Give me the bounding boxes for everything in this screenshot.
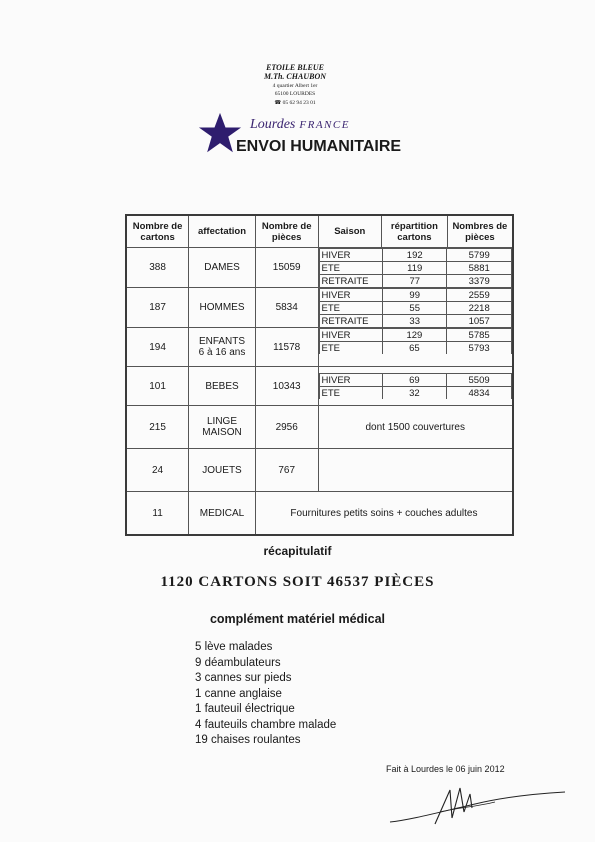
- recap-title: récapitulatif: [263, 544, 332, 558]
- header-cell: Nombre de pièces: [255, 215, 318, 248]
- season-cell: ETE: [319, 302, 383, 315]
- table-row: [126, 367, 513, 406]
- season-cell: HIVER: [319, 374, 382, 387]
- split-cell: 99: [383, 289, 447, 302]
- count-cell: 1057: [447, 315, 512, 328]
- city: 65100 LOURDES: [274, 91, 316, 97]
- table-header-row: [126, 215, 513, 248]
- note-cell: Fournitures petits soins + couches adultes: [255, 492, 513, 536]
- medical-list: [195, 640, 336, 749]
- list-item: 5 lève malades: [195, 641, 273, 653]
- split-cell: 192: [383, 249, 447, 262]
- phone: ☎ 05 62 94 23 01: [274, 100, 316, 106]
- org-name: ETOILE BLEUE: [266, 63, 324, 72]
- header-cell: affectation: [189, 215, 256, 248]
- signature: [380, 782, 570, 827]
- count-cell: 5799: [447, 249, 512, 262]
- affectation-cell: MEDICAL: [189, 492, 256, 536]
- list-item: 19 chaises roulantes: [195, 734, 301, 746]
- table-row: [126, 406, 513, 449]
- split-cell: 69: [382, 374, 447, 387]
- season-cell: RETRAITE: [319, 315, 383, 328]
- count-cell: 4834: [447, 387, 512, 400]
- list-item: 9 déambulateurs: [195, 656, 281, 669]
- season-cell: ETE: [319, 262, 383, 275]
- season-cell: ETE: [319, 387, 382, 400]
- affectation-cell: [189, 328, 256, 367]
- split-cell: 129: [382, 329, 447, 342]
- pieces-cell: 15059: [255, 248, 318, 288]
- pieces-cell: 10343: [255, 367, 318, 406]
- person-name: M.Th. CHAUBON: [263, 72, 326, 81]
- cartons-cell: 388: [126, 248, 189, 288]
- handwritten-location: [250, 117, 350, 133]
- count-cell: 2218: [447, 302, 512, 315]
- split-cell: 77: [383, 275, 447, 288]
- note-cell: dont 1500 couvertures: [318, 406, 513, 449]
- table-row: [126, 328, 513, 367]
- cartons-cell: 194: [126, 328, 189, 367]
- split-cell: 65: [382, 342, 447, 355]
- count-cell: 5881: [447, 262, 512, 275]
- table-row: [126, 492, 513, 536]
- affectation-cell: HOMMES: [189, 288, 256, 328]
- cartons-cell: 215: [126, 406, 189, 449]
- cartons-cell: 187: [126, 288, 189, 328]
- cartons-cell: 101: [126, 367, 189, 406]
- affectation-cell: [189, 406, 256, 449]
- address: 4 quartier Albert 1er: [272, 83, 318, 89]
- affectation-cell: JOUETS: [189, 449, 256, 492]
- date-place: Fait à Lourdes le 06 juin 2012: [386, 764, 505, 774]
- count-cell: 5793: [447, 342, 512, 355]
- split-cell: 119: [383, 262, 447, 275]
- header-cell: Nombres de pièces: [447, 215, 513, 248]
- split-cell: 32: [382, 387, 447, 400]
- list-item: 4 fauteuils chambre malade: [195, 718, 337, 731]
- table-row: [126, 248, 513, 288]
- season-cell: HIVER: [319, 329, 382, 342]
- document-title: ENVOI HUMANITAIRE: [236, 138, 402, 155]
- affectation-label: ENFANTS: [198, 336, 246, 347]
- count-cell: 5785: [447, 329, 512, 342]
- table-row: [126, 288, 513, 328]
- season-cell: RETRAITE: [319, 275, 383, 288]
- affectation-cell: BEBES: [189, 367, 256, 406]
- list-item: 1 canne anglaise: [195, 687, 282, 700]
- season-cell: HIVER: [319, 289, 383, 302]
- affectation-cell: DAMES: [189, 248, 256, 288]
- count-cell: 2559: [447, 289, 512, 302]
- cartons-cell: 11: [126, 492, 189, 536]
- header-cell: Nombre de cartons: [126, 215, 189, 248]
- header-cell: répartition cartons: [382, 215, 448, 248]
- split-cell: 55: [383, 302, 447, 315]
- table-row: [126, 449, 513, 492]
- count-cell: 3379: [447, 275, 512, 288]
- affectation-label: LINGE: [207, 416, 238, 427]
- pieces-cell: 2956: [255, 406, 318, 449]
- affectation-sublabel: 6 à 16 ans: [198, 347, 246, 358]
- list-item: 3 cannes sur pieds: [195, 672, 292, 684]
- split-cell: 33: [383, 315, 447, 328]
- medical-title: complément matériel médical: [209, 612, 386, 626]
- pieces-cell: 11578: [255, 328, 318, 367]
- handwritten-city: Lourdes: [250, 117, 296, 132]
- handwritten-country: FRANCE: [299, 119, 350, 131]
- count-cell: 5509: [447, 374, 512, 387]
- season-cell: ETE: [319, 342, 382, 355]
- pieces-cell: 767: [255, 449, 318, 492]
- note-cell: [318, 449, 513, 492]
- pieces-cell: 5834: [255, 288, 318, 328]
- header-cell: Saison: [318, 215, 382, 248]
- season-cell: HIVER: [319, 249, 383, 262]
- shipment-table: [125, 214, 514, 536]
- recap-total: 1120 CARTONS SOIT 46537 PIÈCES: [160, 574, 435, 590]
- list-item: 1 fauteuil électrique: [195, 703, 295, 715]
- cartons-cell: 24: [126, 449, 189, 492]
- affectation-sublabel: MAISON: [202, 427, 242, 438]
